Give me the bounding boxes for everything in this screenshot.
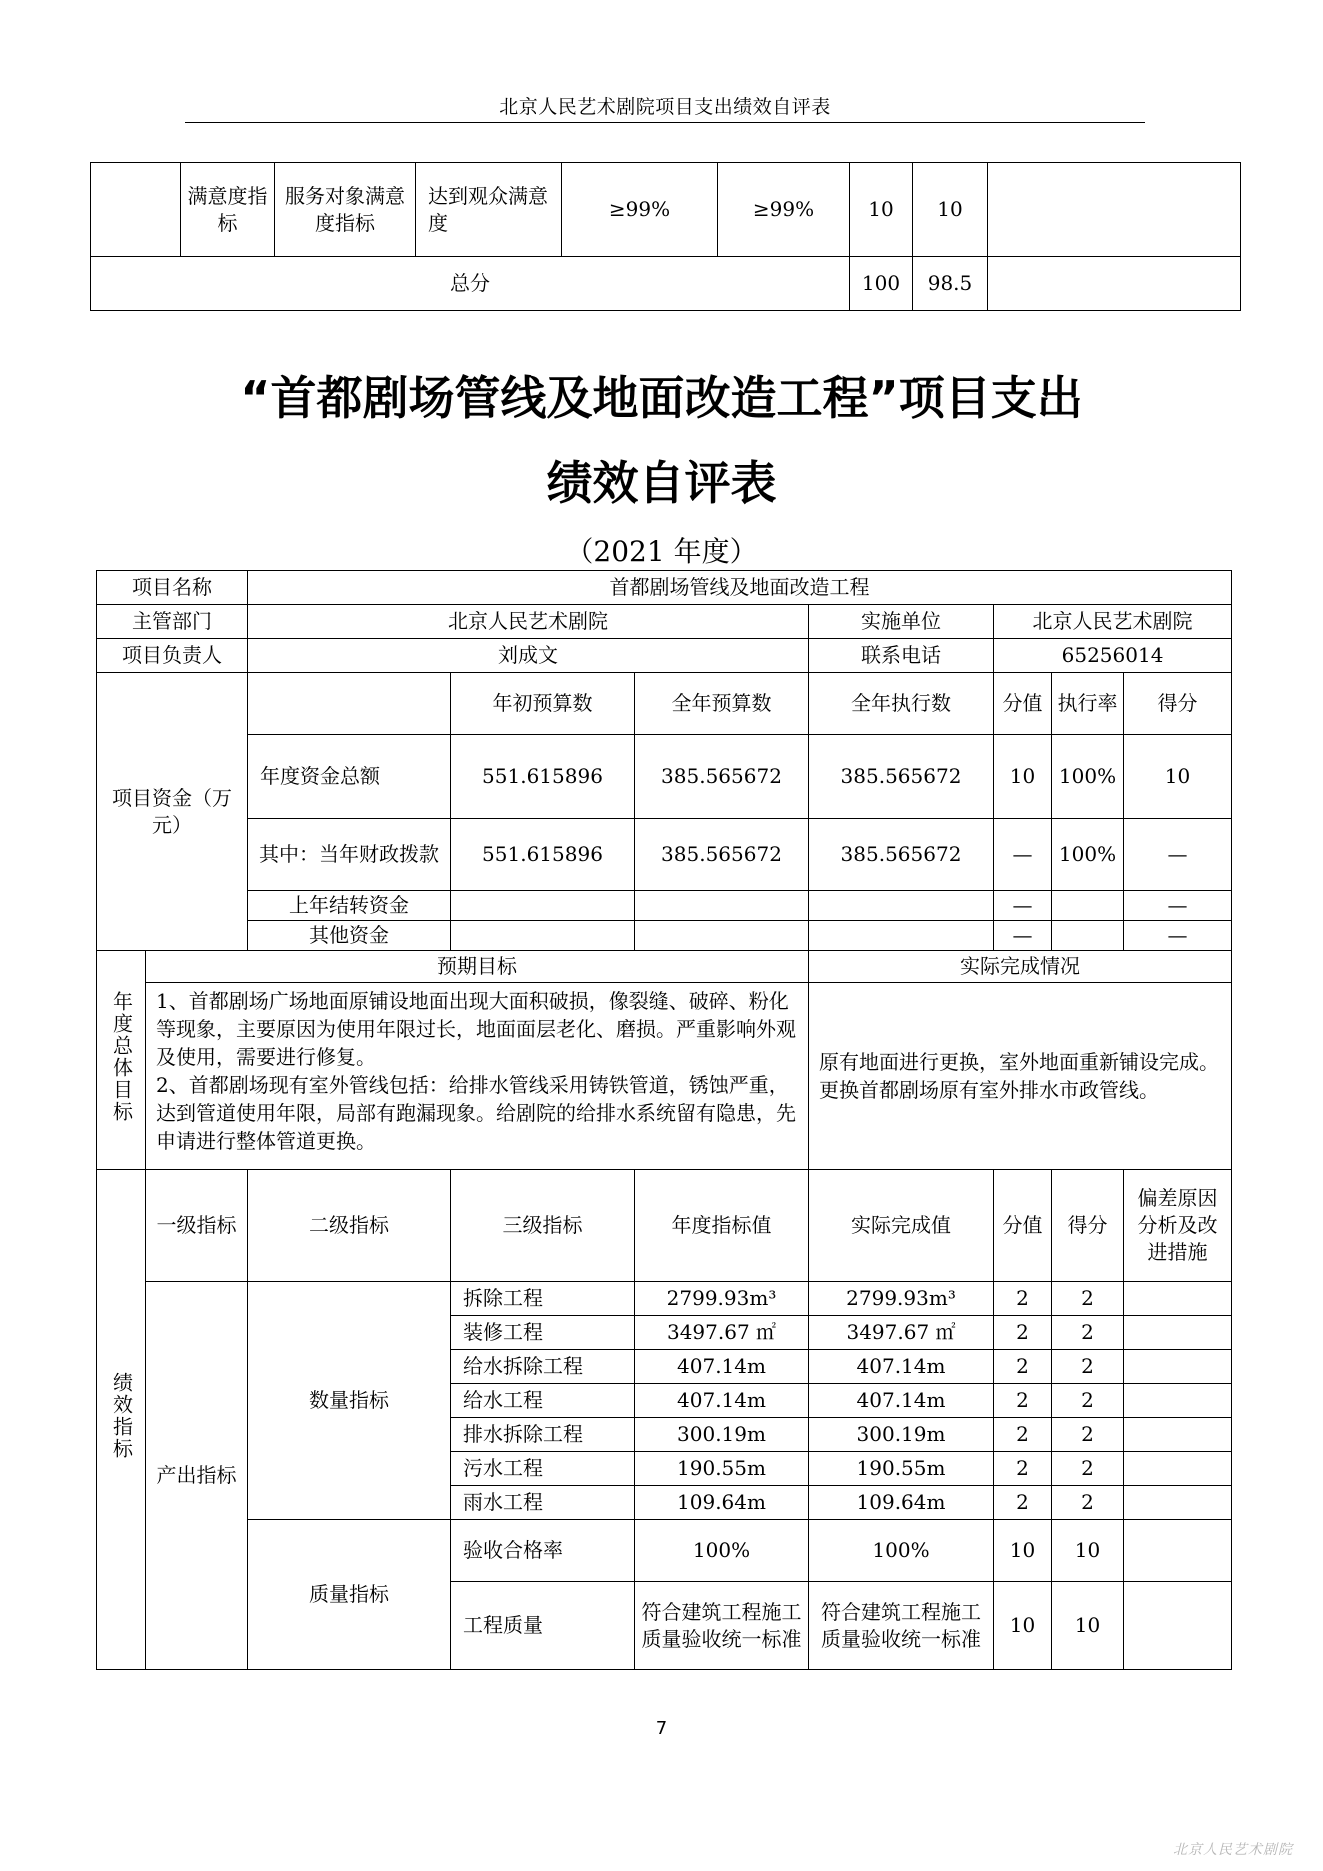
fund-rate (1052, 891, 1124, 921)
fund-exec: 385.565672 (809, 819, 994, 891)
fund-got: 10 (1124, 735, 1232, 819)
header-actual: 实际完成值 (809, 1170, 994, 1282)
indicator-target: 2799.93m³ (635, 1282, 809, 1316)
indicator-name: 拆除工程 (451, 1282, 635, 1316)
indicator-name: 给水拆除工程 (451, 1350, 635, 1384)
indicator-actual: 300.19m (809, 1418, 994, 1452)
indicator-score: 2 (994, 1350, 1052, 1384)
fund-exec: 385.565672 (809, 735, 994, 819)
indicator-deviation (1124, 1350, 1232, 1384)
indicator-deviation (1124, 1316, 1232, 1350)
self-evaluation-table (96, 570, 1232, 1670)
year-label: （2021 年度） (565, 535, 758, 568)
fund-rate: 100% (1052, 735, 1124, 819)
expected-goal-2: 2、首都剧场现有室外管线包括：给排水管线采用铸铁管道，锈蚀严重，达到管道使用年限，局部有跑漏现象。给剧院的给排水系统留有隐患，先申请进行整体管道更换。 (156, 1073, 796, 1153)
level2-indicator: 满意度指标 (181, 163, 275, 257)
indicator-deviation (1124, 1452, 1232, 1486)
score-value: 10 (850, 163, 913, 257)
running-header: 北京人民艺术剧院项目支出绩效自评表 (499, 96, 831, 118)
indicator-target: 100% (635, 1520, 809, 1582)
indicator-got: 2 (1052, 1350, 1124, 1384)
indicator-name: 排水拆除工程 (451, 1418, 635, 1452)
indicator-name: 工程质量 (451, 1582, 635, 1670)
remark-cell (988, 163, 1241, 257)
watermark-logo: 北京人民艺术剧院 (1173, 1842, 1293, 1858)
col-full-budget: 全年预算数 (635, 673, 809, 735)
quality-indicator-label: 质量指标 (248, 1520, 451, 1670)
header-level1: 一级指标 (146, 1170, 248, 1282)
indicator-name: 装修工程 (451, 1316, 635, 1350)
page-title-line2: 绩效自评表 (546, 456, 777, 510)
indicator-actual: 3497.67 ㎡ (809, 1316, 994, 1350)
actual-value: ≥99% (718, 163, 850, 257)
header-target: 年度指标值 (635, 1170, 809, 1282)
lead-value: 刘成文 (248, 639, 809, 673)
header-got: 得分 (1052, 1170, 1124, 1282)
fund-exec (809, 891, 994, 921)
fund-row-name: 上年结转资金 (248, 891, 451, 921)
fund-init (451, 891, 635, 921)
indicator-got: 2 (1052, 1384, 1124, 1418)
level3-indicator: 服务对象满意度指标 (275, 163, 416, 257)
project-name-label: 项目名称 (97, 571, 248, 605)
header-rule (185, 122, 1145, 123)
indicator-score: 2 (994, 1384, 1052, 1418)
indicator-target: 407.14m (635, 1350, 809, 1384)
fund-row-name: 其中：当年财政拨款 (248, 819, 451, 891)
indicator-name: 雨水工程 (451, 1486, 635, 1520)
header-level2: 二级指标 (248, 1170, 451, 1282)
indicator-got: 10 (1052, 1582, 1124, 1670)
indicator-actual: 2799.93m³ (809, 1282, 994, 1316)
fund-score: — (994, 819, 1052, 891)
indicator-score: 2 (994, 1282, 1052, 1316)
col-rate: 执行率 (1052, 673, 1124, 735)
indicator-deviation (1124, 1282, 1232, 1316)
col-init-budget: 年初预算数 (451, 673, 635, 735)
indicator-deviation (1124, 1486, 1232, 1520)
fund-row-name: 年度资金总额 (248, 735, 451, 819)
expected-goal-header: 预期目标 (146, 951, 809, 983)
indicator-got: 2 (1052, 1418, 1124, 1452)
previous-table-tail (90, 162, 1241, 311)
indicator-score: 2 (994, 1452, 1052, 1486)
fund-row-name: 其他资金 (248, 921, 451, 951)
lead-label: 项目负责人 (97, 639, 248, 673)
indicator-name: 验收合格率 (451, 1520, 635, 1582)
col-got: 得分 (1124, 673, 1232, 735)
fund-full (635, 891, 809, 921)
fund-score: 10 (994, 735, 1052, 819)
fund-full (635, 921, 809, 951)
funds-header-blank (248, 673, 451, 735)
indicator-got: 10 (1052, 1520, 1124, 1582)
indicator-actual: 符合建筑工程施工质量验收统一标准 (809, 1582, 994, 1670)
got-value: 10 (913, 163, 988, 257)
indicator-deviation (1124, 1520, 1232, 1582)
indicator-actual: 100% (809, 1520, 994, 1582)
impl-value: 北京人民艺术剧院 (994, 605, 1232, 639)
level1-output: 产出指标 (146, 1282, 248, 1670)
fund-full: 385.565672 (635, 819, 809, 891)
indicator-target: 407.14m (635, 1384, 809, 1418)
indicator-score: 2 (994, 1418, 1052, 1452)
fund-rate: 100% (1052, 819, 1124, 891)
impl-label: 实施单位 (809, 605, 994, 639)
indicator-target: 符合建筑工程施工质量验收统一标准 (635, 1582, 809, 1670)
indicator-name: 给水工程 (451, 1384, 635, 1418)
total-got: 98.5 (913, 257, 988, 311)
indicator-score: 2 (994, 1316, 1052, 1350)
expected-goal-text (146, 983, 809, 1170)
header-level3: 三级指标 (451, 1170, 635, 1282)
indicator-description: 达到观众满意度 (416, 163, 562, 257)
page-number: 7 (655, 1718, 668, 1739)
indicator-score: 10 (994, 1582, 1052, 1670)
indicator-target: 190.55m (635, 1452, 809, 1486)
page-title-line1: “首都剧场管线及地面改造工程”项目支出 (240, 371, 1083, 425)
funds-label: 项目资金（万元） (97, 673, 248, 951)
indicator-got: 2 (1052, 1452, 1124, 1486)
indicator-deviation (1124, 1384, 1232, 1418)
header-score: 分值 (994, 1170, 1052, 1282)
indicator-target: 300.19m (635, 1418, 809, 1452)
indicator-target: 109.64m (635, 1486, 809, 1520)
fund-got: — (1124, 921, 1232, 951)
col-executed: 全年执行数 (809, 673, 994, 735)
actual-result-header: 实际完成情况 (809, 951, 1232, 983)
col-score: 分值 (994, 673, 1052, 735)
indicator-got: 2 (1052, 1486, 1124, 1520)
fund-exec (809, 921, 994, 951)
indicators-label: 绩效指标 (109, 1372, 134, 1460)
fund-full: 385.565672 (635, 735, 809, 819)
goals-label: 年度总体目标 (109, 990, 134, 1123)
quantity-indicator-label: 数量指标 (248, 1282, 451, 1520)
fund-score: — (994, 891, 1052, 921)
indicator-got: 2 (1052, 1316, 1124, 1350)
indicator-actual: 109.64m (809, 1486, 994, 1520)
dept-label: 主管部门 (97, 605, 248, 639)
total-label: 总分 (91, 257, 850, 311)
indicators-label-cell (97, 1170, 146, 1670)
phone-value: 65256014 (994, 639, 1232, 673)
expected-goal-1: 1、首都剧场广场地面原铺设地面出现大面积破损，像裂缝、破碎、粉化等现象，主要原因为使用年限过长，地面面层老化、磨损。严重影响外观及使用，需要进行修复。 (156, 989, 796, 1069)
total-score: 100 (850, 257, 913, 311)
project-name: 首都剧场管线及地面改造工程 (248, 571, 1232, 605)
fund-got: — (1124, 891, 1232, 921)
indicator-actual: 407.14m (809, 1350, 994, 1384)
goals-label-cell (97, 951, 146, 1170)
indicator-name: 污水工程 (451, 1452, 635, 1486)
phone-label: 联系电话 (809, 639, 994, 673)
header-deviation: 偏差原因分析及改进措施 (1124, 1170, 1232, 1282)
indicator-deviation (1124, 1418, 1232, 1452)
indicator-actual: 190.55m (809, 1452, 994, 1486)
fund-init: 551.615896 (451, 819, 635, 891)
dept-value: 北京人民艺术剧院 (248, 605, 809, 639)
fund-score: — (994, 921, 1052, 951)
actual-result-text: 原有地面进行更换，室外地面重新铺设完成。更换首都剧场原有室外排水市政管线。 (809, 983, 1232, 1170)
indicator-score: 2 (994, 1486, 1052, 1520)
target-value: ≥99% (562, 163, 718, 257)
empty-cell (91, 163, 181, 257)
indicator-target: 3497.67 ㎡ (635, 1316, 809, 1350)
indicator-actual: 407.14m (809, 1384, 994, 1418)
total-remark (988, 257, 1241, 311)
fund-rate (1052, 921, 1124, 951)
fund-init (451, 921, 635, 951)
indicator-score: 10 (994, 1520, 1052, 1582)
fund-init: 551.615896 (451, 735, 635, 819)
indicator-deviation (1124, 1582, 1232, 1670)
fund-got: — (1124, 819, 1232, 891)
indicator-got: 2 (1052, 1282, 1124, 1316)
